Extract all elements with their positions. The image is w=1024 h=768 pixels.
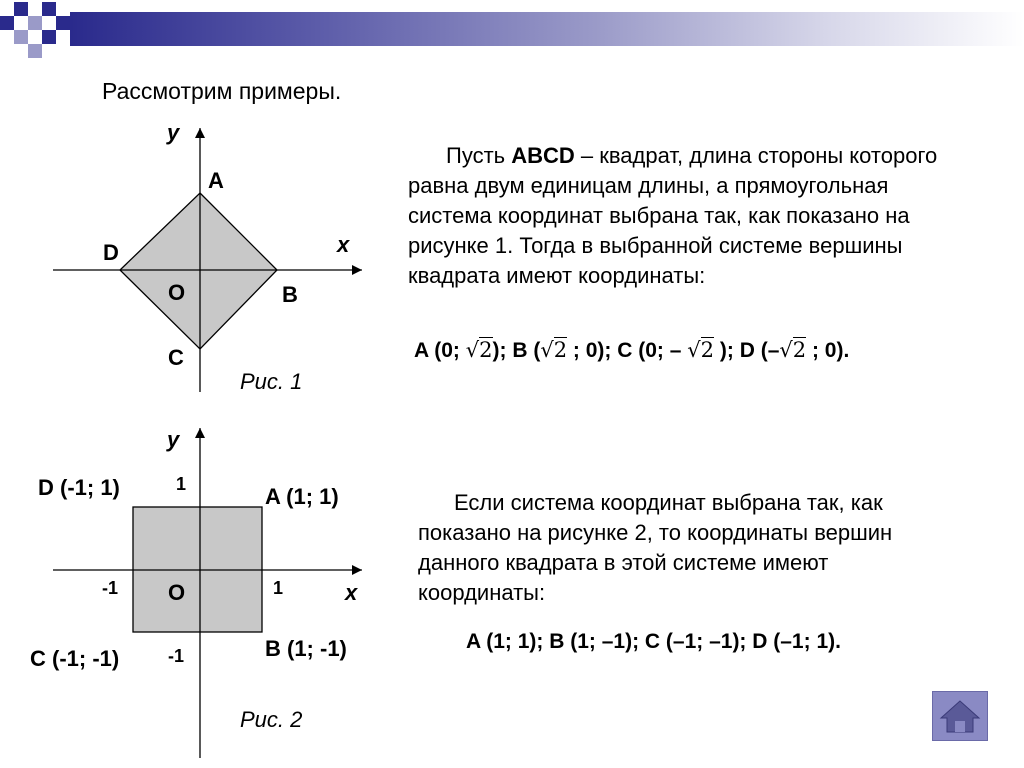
sqrt-radicand: 2: [700, 338, 715, 362]
fig2-vertex-d: D (-1; 1): [38, 475, 120, 500]
paragraph-1-prefix: Пусть: [446, 143, 512, 168]
coords1-part-e: ; 0).: [806, 339, 850, 362]
figure-1-diagram: [0, 0, 400, 400]
x-axis-arrow: [352, 565, 362, 575]
fig1-vertex-d: D: [103, 240, 119, 265]
sqrt-icon: √: [465, 338, 480, 362]
fig1-x-label: x: [337, 232, 350, 257]
square-abcd-rotated: [120, 193, 277, 349]
fig2-tick-x-neg: -1: [102, 578, 119, 598]
fig2-tick-x-pos: 1: [273, 578, 284, 598]
sqrt-icon: √: [540, 338, 554, 362]
fig2-tick-y-neg: -1: [168, 646, 185, 666]
sqrt-radicand: 2: [792, 338, 807, 362]
fig1-vertex-b: B: [282, 282, 298, 307]
y-axis-arrow: [195, 128, 205, 138]
fig1-vertex-a: A: [208, 168, 224, 193]
fig1-y-label: y: [167, 120, 180, 145]
sqrt-radicand: 2: [479, 338, 493, 362]
fig2-tick-y-pos: 1: [176, 474, 187, 494]
coords1-part-c: ; 0); C (0; –: [567, 339, 688, 362]
coords1-part-a: A (0;: [414, 339, 466, 362]
coords1-part-d: ); D (–: [714, 339, 780, 362]
fig1-vertex-c: C: [168, 345, 184, 370]
fig2-vertex-c: C (-1; -1): [30, 646, 120, 671]
home-button[interactable]: [932, 691, 988, 741]
fig2-x-label: x: [345, 580, 358, 605]
sqrt-icon: √: [687, 338, 701, 362]
paragraph-2-text: Если система координат выбрана так, как показано на рисунке 2, то координаты вершин данного квадрата в этой системе имеют координаты:: [418, 490, 893, 605]
coords-line-2: A (1; 1); B (1; –1); C (–1; –1); D (–1; 1).: [466, 630, 841, 653]
fig1-caption: Рис. 1: [240, 369, 303, 394]
coords1-part-b: ); B (: [492, 339, 541, 362]
fig2-vertex-a: A (1; 1): [265, 484, 339, 509]
intro-text: Рассмотрим примеры.: [102, 78, 342, 104]
sqrt-icon: √: [779, 338, 793, 362]
fig2-y-label: y: [167, 427, 180, 452]
coords-line-1: [414, 338, 849, 363]
home-icon: [933, 692, 987, 740]
paragraph-1-rest: – квадрат, длина стороны которого равна двум единицам длины, а прямоугольная система координат выбрана так, как показано на рисунке 1. Тогда в выбранной системе вершины квадрата имеют координаты:: [408, 143, 938, 288]
figure-2-diagram: [0, 400, 400, 760]
fig2-caption: Рис. 2: [240, 707, 303, 732]
sqrt-radicand: 2: [553, 338, 568, 362]
x-axis-arrow: [352, 265, 362, 275]
fig2-origin-o: O: [168, 580, 186, 605]
paragraph-1-bold: ABCD: [511, 143, 575, 168]
paragraph-2: [418, 488, 958, 608]
paragraph-1: [408, 141, 978, 291]
fig2-vertex-b: B (1; -1): [265, 636, 347, 661]
y-axis-arrow: [195, 428, 205, 438]
fig1-origin-o: O: [168, 280, 186, 305]
